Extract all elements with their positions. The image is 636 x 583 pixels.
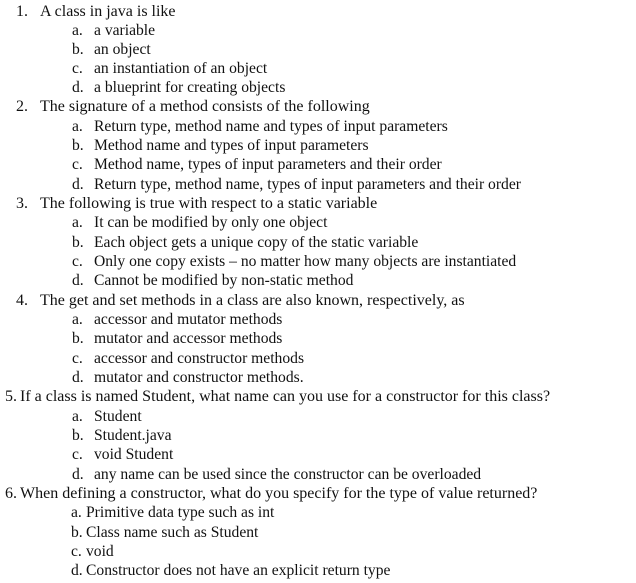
question-3 <box>16 194 377 213</box>
option-letter: a. <box>72 408 83 425</box>
option-6d <box>71 561 390 580</box>
option-1b <box>72 40 151 59</box>
option-letter: c. <box>72 156 83 173</box>
option-text: void <box>86 543 114 560</box>
option-text: accessor and constructor methods <box>94 350 305 367</box>
option-letter: a. <box>72 311 83 328</box>
question-1 <box>16 2 176 21</box>
option-text: void Student <box>94 446 174 463</box>
option-text: Return type, method name, types of input parameters and their order <box>94 176 521 193</box>
option-text: Return type, method name and types of input parameters <box>94 118 448 135</box>
option-text: Method name, types of input parameters and their order <box>94 156 442 173</box>
option-letter: c. <box>72 446 83 463</box>
question-number: 1. <box>16 3 28 20</box>
question-text: If a class is named Student, what name can you use for a constructor for this class? <box>20 388 551 405</box>
question-6 <box>5 484 537 503</box>
option-5b <box>72 426 172 445</box>
option-text: any name can be used since the constructor can be overloaded <box>94 466 482 483</box>
option-text: accessor and mutator methods <box>94 311 283 328</box>
option-1a <box>72 21 155 40</box>
option-text: mutator and accessor methods <box>94 330 283 347</box>
option-4b <box>72 329 282 348</box>
option-letter: d. <box>72 176 84 193</box>
option-letter: d. <box>71 562 83 579</box>
option-letter: b. <box>72 234 84 251</box>
option-letter: d. <box>72 79 84 96</box>
option-text: Class name such as Student <box>86 524 259 541</box>
option-letter: d. <box>72 466 84 483</box>
option-letter: d. <box>72 272 84 289</box>
option-letter: c. <box>71 543 82 560</box>
option-3a <box>72 213 327 232</box>
option-text: a blueprint for creating objects <box>94 79 286 96</box>
option-1c <box>72 59 267 78</box>
option-2c <box>72 155 442 174</box>
option-text: It can be modified by only one object <box>94 214 328 231</box>
option-2a <box>72 117 448 136</box>
option-letter: b. <box>72 330 84 347</box>
option-5d <box>72 465 481 484</box>
question-number: 3. <box>16 195 28 212</box>
option-letter: c. <box>72 253 83 270</box>
option-letter: d. <box>72 369 84 386</box>
question-text: The signature of a method consists of the following <box>40 98 370 115</box>
option-text: Constructor does not have an explicit return type <box>86 562 391 579</box>
question-number: 5. <box>5 388 17 405</box>
option-text: Primitive data type such as int <box>86 504 275 521</box>
option-6a <box>71 503 274 522</box>
question-4 <box>16 291 465 310</box>
question-number: 6. <box>5 485 17 502</box>
option-text: Method name and types of input parameters <box>94 137 369 154</box>
question-number: 4. <box>16 292 28 309</box>
option-6c <box>71 542 114 561</box>
option-3d <box>72 271 353 290</box>
question-text: When defining a constructor, what do you specify for the type of value returned? <box>20 485 538 502</box>
option-letter: c. <box>72 60 83 77</box>
option-letter: a. <box>72 118 83 135</box>
option-letter: b. <box>72 41 84 58</box>
option-text: Cannot be modified by non-static method <box>94 272 354 289</box>
option-letter: a. <box>72 214 83 231</box>
question-text: A class in java is like <box>40 3 176 20</box>
question-2 <box>16 97 370 116</box>
option-text: Student.java <box>94 427 172 444</box>
option-text: Each object gets a unique copy of the static variable <box>94 234 419 251</box>
option-3b <box>72 233 418 252</box>
question-5 <box>5 387 550 406</box>
option-4a <box>72 310 282 329</box>
option-text: Only one copy exists – no matter how many objects are instantiated <box>94 253 517 270</box>
option-4c <box>72 349 304 368</box>
option-3c <box>72 252 516 271</box>
question-text: The following is true with respect to a static variable <box>40 195 378 212</box>
option-5c <box>72 445 173 464</box>
question-number: 2. <box>16 98 28 115</box>
option-4d <box>72 368 304 387</box>
option-letter: b. <box>72 427 84 444</box>
question-text: The get and set methods in a class are also known, respectively, as <box>40 292 465 309</box>
option-2b <box>72 136 369 155</box>
option-letter: a. <box>72 22 83 39</box>
option-2d <box>72 175 521 194</box>
option-1d <box>72 78 285 97</box>
option-text: an object <box>94 41 151 58</box>
option-text: a variable <box>94 22 156 39</box>
option-letter: b. <box>71 524 83 541</box>
option-letter: a. <box>71 504 82 521</box>
option-6b <box>71 523 258 542</box>
option-text: Student <box>94 408 142 425</box>
option-5a <box>72 407 142 426</box>
option-text: mutator and constructor methods. <box>94 369 304 386</box>
option-text: an instantiation of an object <box>94 60 268 77</box>
option-letter: b. <box>72 137 84 154</box>
option-letter: c. <box>72 350 83 367</box>
